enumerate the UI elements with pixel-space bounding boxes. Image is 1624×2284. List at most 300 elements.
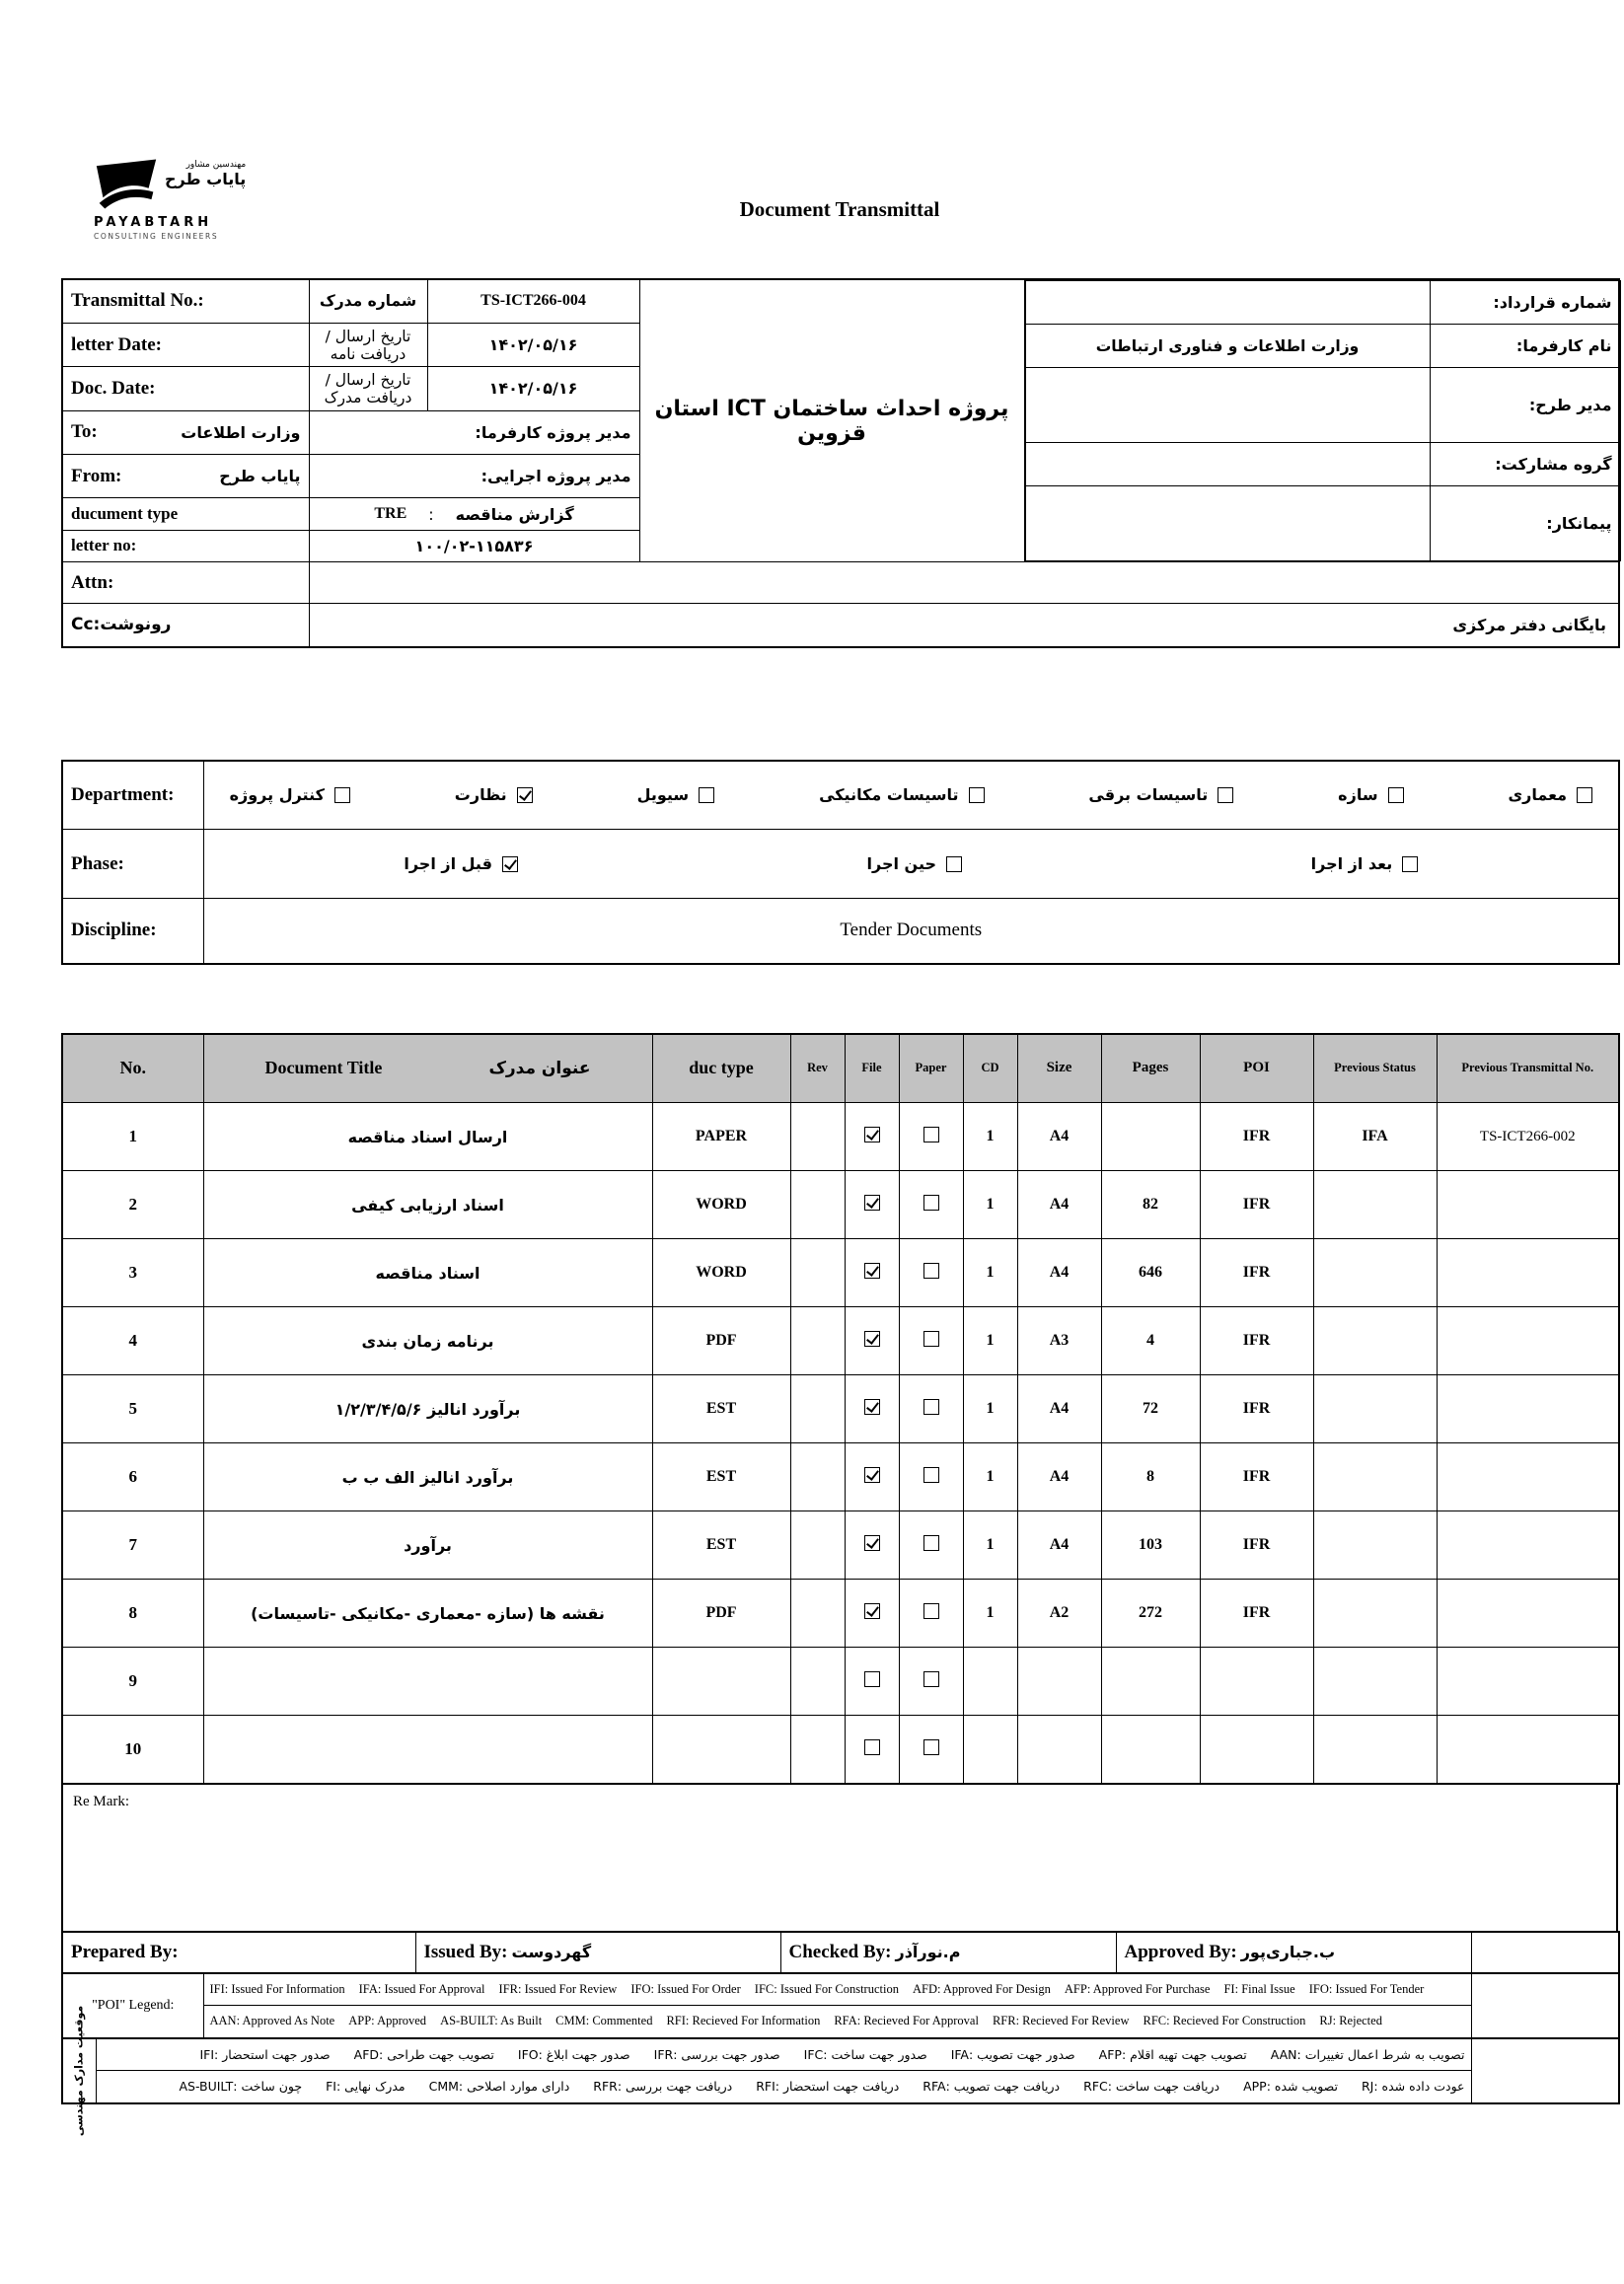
col-header-no: No. — [62, 1034, 203, 1103]
document-row — [62, 1239, 1619, 1307]
signatures-table — [61, 1931, 1620, 1974]
cell-no: 8 — [62, 1580, 203, 1648]
document-row — [62, 1171, 1619, 1239]
cell-paper — [899, 1375, 963, 1443]
contract-no-label: شماره قرارداد: — [1430, 281, 1620, 325]
project-title: پروژه احداث ساختمان ICT استان قزوین — [654, 396, 1009, 446]
cell-poi: IFR — [1200, 1171, 1313, 1239]
sheet — [61, 0, 1618, 2136]
cell-previous-transmittal — [1437, 1375, 1619, 1443]
document-row — [62, 1307, 1619, 1375]
project-title-cell — [639, 279, 1024, 562]
letter-date-label-cell — [62, 323, 309, 366]
cell-cd: 1 — [963, 1171, 1017, 1239]
department-option — [230, 785, 350, 804]
legend-item: AFD: Approved For Design — [912, 1981, 1051, 1996]
checked-by-label: Checked By: — [788, 1941, 892, 1962]
discipline-value: Tender Documents — [203, 899, 1619, 964]
to-value: وزارت اطلاعات — [181, 422, 301, 442]
transmittal-info-table — [61, 278, 1620, 648]
checked-by-value: م.نورآذر — [895, 1943, 961, 1961]
cell-no: 7 — [62, 1511, 203, 1580]
design-manager-value — [1025, 368, 1430, 443]
legend-item: RFA: Recieved For Approval — [834, 2014, 979, 2028]
poi-legend-row2-cell — [203, 2006, 1471, 2038]
department-option — [1088, 785, 1233, 804]
contract-info-table — [1025, 280, 1621, 561]
file-checkbox — [864, 1535, 880, 1551]
cell-rev — [790, 1239, 845, 1307]
fa-legend-side-cell — [62, 2005, 96, 2136]
cell-rev — [790, 1648, 845, 1716]
cell-file — [845, 1716, 899, 1784]
transmittal-no-label: Transmittal No.: — [71, 290, 204, 312]
fa-legend-extra-cell — [1471, 2038, 1619, 2103]
cell-cd: 1 — [963, 1239, 1017, 1307]
cell-rev — [790, 1171, 845, 1239]
cell-duc-type: PAPER — [652, 1103, 790, 1171]
cell-poi: IFR — [1200, 1580, 1313, 1648]
col-header-paper: Paper — [899, 1034, 963, 1103]
paper-checkbox — [923, 1739, 939, 1755]
cell-poi: IFR — [1200, 1103, 1313, 1171]
department-options — [212, 785, 1611, 804]
cell-previous-transmittal — [1437, 1580, 1619, 1648]
logo-subtitle: CONSULTING ENGINEERS — [94, 232, 219, 241]
to-cell — [62, 410, 309, 454]
cell-poi: IFR — [1200, 1239, 1313, 1307]
department-checkbox — [699, 787, 714, 803]
cell-size: A4 — [1017, 1239, 1101, 1307]
cell-cd: 1 — [963, 1443, 1017, 1511]
cc-value: بایگانی دفتر مرکزی — [309, 604, 1619, 647]
legend-item-fa: دریافت جهت استحضار :RFI — [756, 2079, 900, 2095]
cell-poi: IFR — [1200, 1511, 1313, 1580]
cell-rev — [790, 1443, 845, 1511]
cell-duc-type: EST — [652, 1443, 790, 1511]
fa-legend-row2 — [103, 2079, 1465, 2094]
cell-pages: 72 — [1101, 1375, 1200, 1443]
cell-file — [845, 1307, 899, 1375]
cell-duc-type — [652, 1648, 790, 1716]
cell-no: 10 — [62, 1716, 203, 1784]
cell-size: A4 — [1017, 1171, 1101, 1239]
fa-legend-row2-cell — [96, 2071, 1471, 2103]
cell-rev — [790, 1103, 845, 1171]
file-checkbox — [864, 1399, 880, 1415]
department-label: Department: — [71, 783, 175, 805]
document-type-label: ducument type — [71, 504, 179, 524]
legend-item: RFR: Recieved For Review — [992, 2014, 1130, 2028]
legend-item: IFI: Issued For Information — [209, 1981, 345, 1996]
col-header-title-fa: عنوان مدرک — [488, 1058, 591, 1078]
cell-previous-status — [1313, 1307, 1437, 1375]
cell-no: 3 — [62, 1239, 203, 1307]
cell-duc-type: PDF — [652, 1307, 790, 1375]
department-option-label: تاسیسات برقی — [1088, 785, 1209, 805]
signature-extra-cell — [1471, 1932, 1619, 1973]
cell-size — [1017, 1716, 1101, 1784]
phase-option-label: قبل از اجرا — [404, 854, 492, 873]
legend-item: IFC: Issued For Construction — [754, 1981, 899, 1996]
transmittal-no-label-cell — [62, 279, 309, 323]
phase-option — [1311, 854, 1419, 873]
letter-no-label: letter no: — [71, 536, 137, 555]
cell-file — [845, 1103, 899, 1171]
discipline-label: Discipline: — [71, 920, 157, 941]
design-manager-label: مدیر طرح: — [1430, 368, 1620, 443]
cell-title: برآورد انالیز ۱/۲/۳/۴/۵/۶ — [203, 1375, 652, 1443]
letter-no-label-cell — [62, 530, 309, 561]
phase-option — [867, 854, 962, 873]
letter-date-label: letter Date: — [71, 333, 162, 355]
classification-table — [61, 760, 1620, 965]
cell-previous-status — [1313, 1511, 1437, 1580]
cell-previous-transmittal — [1437, 1443, 1619, 1511]
col-header-poi: POI — [1200, 1034, 1313, 1103]
phase-checkbox — [1402, 856, 1418, 872]
document-row — [62, 1580, 1619, 1648]
attn-label-cell — [62, 562, 309, 604]
checked-by-cell — [780, 1932, 1116, 1973]
document-rows — [62, 1103, 1619, 1784]
remark-box — [61, 1785, 1618, 1933]
col-header-duc-type: duc type — [652, 1034, 790, 1103]
letter-date-fa-label: تاریخ ارسال /دریافت نامه — [309, 323, 427, 366]
department-checkbox — [517, 787, 533, 803]
cell-duc-type — [652, 1716, 790, 1784]
cell-size: A2 — [1017, 1580, 1101, 1648]
page-header — [61, 0, 1618, 257]
cell-duc-type: EST — [652, 1511, 790, 1580]
document-type-code: TRE — [374, 505, 407, 523]
phase-options — [212, 854, 1611, 873]
phase-options-cell — [203, 830, 1619, 899]
legend-item: AS-BUILT: As Built — [440, 2014, 543, 2028]
fa-legend-row1 — [103, 2047, 1465, 2062]
department-option-label: کنترل پروژه — [229, 785, 325, 805]
col-header-file: File — [845, 1034, 899, 1103]
file-checkbox — [864, 1331, 880, 1347]
paper-checkbox — [923, 1263, 939, 1279]
issued-by-value: گهردوست — [511, 1943, 592, 1961]
cell-previous-status — [1313, 1443, 1437, 1511]
legend-item-fa: دریافت جهت ساخت :RFC — [1083, 2079, 1220, 2095]
cell-pages — [1101, 1716, 1200, 1784]
from-label: From: — [71, 465, 122, 486]
cell-size: A3 — [1017, 1307, 1101, 1375]
cc-label: Cc:رونوشت — [71, 615, 172, 635]
department-checkbox — [1218, 787, 1233, 803]
cell-size: A4 — [1017, 1511, 1101, 1580]
client-pm-label: مدیر پروژه کارفرما: — [309, 410, 639, 454]
cell-no: 1 — [62, 1103, 203, 1171]
poi-legend-row2 — [210, 2014, 1465, 2028]
legend-item: CMM: Commented — [555, 2014, 653, 2028]
legend-item: FI: Final Issue — [1223, 1981, 1295, 1996]
cell-no: 4 — [62, 1307, 203, 1375]
cell-title: برآورد انالیز الف ب ب — [203, 1443, 652, 1511]
cell-duc-type: PDF — [652, 1580, 790, 1648]
legend-item: RJ: Rejected — [1319, 2014, 1382, 2028]
cell-size: A4 — [1017, 1443, 1101, 1511]
cell-previous-transmittal — [1437, 1648, 1619, 1716]
cell-poi: IFR — [1200, 1307, 1313, 1375]
file-checkbox — [864, 1195, 880, 1211]
cell-file — [845, 1443, 899, 1511]
department-options-cell — [203, 761, 1619, 830]
client-value: وزارت اطلاعات و فناوری ارتباطات — [1025, 325, 1430, 368]
poi-legend-extra-cell — [1471, 1973, 1619, 2038]
legend-item: RFC: Recieved For Construction — [1143, 2014, 1306, 2028]
fa-legend-side-label: موقعیت مدارک مهندسی — [72, 2005, 86, 2136]
cell-previous-transmittal — [1437, 1716, 1619, 1784]
legend-item-fa: عودت داده شده :RJ — [1362, 2079, 1465, 2095]
department-option — [1508, 785, 1592, 804]
legend-item: IFR: Issued For Review — [498, 1981, 618, 1996]
legend-item: APP: Approved — [348, 2014, 427, 2028]
document-type-separator: : — [428, 504, 434, 524]
jv-group-label: گروه مشارکت: — [1430, 443, 1620, 486]
doc-date-fa-label: تاریخ ارسال /دریافت مدرک — [309, 367, 427, 410]
cell-previous-status: IFA — [1313, 1103, 1437, 1171]
cell-previous-transmittal — [1437, 1171, 1619, 1239]
cell-pages — [1101, 1103, 1200, 1171]
cell-no: 2 — [62, 1171, 203, 1239]
department-label-cell — [62, 761, 203, 830]
cell-previous-transmittal — [1437, 1239, 1619, 1307]
cell-cd: 1 — [963, 1511, 1017, 1580]
issued-by-label: Issued By: — [423, 1941, 508, 1962]
cell-pages: 646 — [1101, 1239, 1200, 1307]
cell-title — [203, 1648, 652, 1716]
prepared-by-cell — [62, 1932, 415, 1973]
cell-file — [845, 1239, 899, 1307]
phase-option — [404, 854, 518, 873]
legend-item-fa: مدرک نهایی :FI — [326, 2079, 406, 2095]
cell-no: 9 — [62, 1648, 203, 1716]
file-checkbox — [864, 1263, 880, 1279]
poi-legend-table — [61, 1972, 1620, 2039]
paper-checkbox — [923, 1467, 939, 1483]
cell-size: A4 — [1017, 1103, 1101, 1171]
cell-pages — [1101, 1648, 1200, 1716]
legend-item: AFP: Approved For Purchase — [1064, 1981, 1211, 1996]
jv-group-value — [1025, 443, 1430, 486]
cell-previous-transmittal — [1437, 1511, 1619, 1580]
phase-checkbox — [946, 856, 962, 872]
cell-cd — [963, 1648, 1017, 1716]
legend-item-fa: تصویب به شرط اعمال تغییرات :AAN — [1270, 2046, 1465, 2062]
department-option-label: سیویل — [636, 785, 690, 805]
department-option — [1338, 785, 1403, 804]
legend-item-fa: تصویب جهت طراحی :AFD — [353, 2046, 494, 2062]
cell-file — [845, 1171, 899, 1239]
cell-title: نقشه ها (سازه -معماری -مکانیکی -تاسیسات) — [203, 1580, 652, 1648]
attn-label: Attn: — [71, 571, 114, 593]
cell-poi — [1200, 1716, 1313, 1784]
department-checkbox — [1388, 787, 1404, 803]
cell-title: برنامه زمان بندی — [203, 1307, 652, 1375]
client-label: نام کارفرما: — [1430, 325, 1620, 368]
cell-title: ارسال اسناد مناقصه — [203, 1103, 652, 1171]
col-header-pages: Pages — [1101, 1034, 1200, 1103]
phase-label-cell — [62, 830, 203, 899]
cell-paper — [899, 1716, 963, 1784]
legend-item-fa: صدور جهت ساخت :IFC — [803, 2046, 927, 2062]
legend-item-fa: دریافت جهت تصویب :RFA — [923, 2079, 1061, 2095]
paper-checkbox — [923, 1603, 939, 1619]
cell-pages: 103 — [1101, 1511, 1200, 1580]
col-header-previous-status: Previous Status — [1313, 1034, 1437, 1103]
legend-item-fa: صدور جهت استحضار :IFI — [199, 2046, 331, 2062]
cell-previous-transmittal — [1437, 1307, 1619, 1375]
document-type-fa-value: گزارش مناقصه — [455, 504, 574, 524]
department-option-label: سازه — [1338, 785, 1378, 805]
cell-previous-status — [1313, 1375, 1437, 1443]
cell-title: اسناد ارزیابی کیفی — [203, 1171, 652, 1239]
document-title: Document Transmittal — [739, 197, 940, 221]
legend-item-fa: صدور جهت ابلاغ :IFO — [517, 2046, 630, 2062]
poi-legend-row1-cell — [203, 1973, 1471, 2006]
cell-paper — [899, 1171, 963, 1239]
phase-option-label: حین اجرا — [866, 854, 937, 873]
approved-by-label: Approved By: — [1124, 1941, 1237, 1962]
prepared-by-label: Prepared By: — [71, 1941, 179, 1962]
cell-pages: 272 — [1101, 1580, 1200, 1648]
phase-option-label: بعد از اجرا — [1310, 854, 1393, 873]
cell-previous-status — [1313, 1716, 1437, 1784]
legend-item-fa: دارای موارد اصلاحی :CMM — [428, 2079, 570, 2095]
paper-checkbox — [923, 1399, 939, 1415]
cell-file — [845, 1511, 899, 1580]
legend-item-fa: تصویب جهت تهیه اقلام :AFP — [1098, 2046, 1247, 2062]
cc-label-cell — [62, 604, 309, 647]
paper-checkbox — [923, 1535, 939, 1551]
department-checkbox — [969, 787, 985, 803]
col-header-title-en: Document Title — [264, 1058, 383, 1078]
logo-company-name: PAYABTARH — [94, 215, 213, 230]
cell-file — [845, 1648, 899, 1716]
cell-size — [1017, 1648, 1101, 1716]
cell-paper — [899, 1511, 963, 1580]
cell-paper — [899, 1443, 963, 1511]
transmittal-no-fa-label: شماره مدرک — [309, 279, 427, 323]
cell-previous-status — [1313, 1580, 1437, 1648]
cell-rev — [790, 1375, 845, 1443]
to-label: To: — [71, 421, 98, 443]
cell-cd: 1 — [963, 1103, 1017, 1171]
cell-pages: 4 — [1101, 1307, 1200, 1375]
issued-by-cell — [415, 1932, 780, 1973]
contractor-label: پیمانکار: — [1430, 486, 1620, 561]
cell-duc-type: EST — [652, 1375, 790, 1443]
legend-item-fa: دریافت جهت بررسی :RFR — [593, 2079, 733, 2095]
cell-poi: IFR — [1200, 1443, 1313, 1511]
doc-date-label: Doc. Date: — [71, 377, 156, 399]
cell-duc-type: WORD — [652, 1239, 790, 1307]
cell-rev — [790, 1307, 845, 1375]
approved-by-value: ب.جباری‌پور — [1240, 1943, 1336, 1961]
document-row — [62, 1648, 1619, 1716]
col-header-previous-transmittal: Previous Transmittal No. — [1437, 1034, 1619, 1103]
department-option — [819, 785, 984, 804]
department-option-label: نظارت — [454, 785, 507, 805]
contract-no-value — [1025, 281, 1430, 325]
cell-cd: 1 — [963, 1307, 1017, 1375]
document-row — [62, 1443, 1619, 1511]
from-cell — [62, 455, 309, 498]
phase-checkbox — [502, 856, 518, 872]
cell-title: اسناد مناقصه — [203, 1239, 652, 1307]
remark-label: Re Mark: — [73, 1793, 130, 1809]
legend-item-fa: چون ساخت :AS-BUILT — [179, 2079, 303, 2095]
legend-item: IFA: Issued For Approval — [358, 1981, 485, 1996]
cell-no: 6 — [62, 1443, 203, 1511]
attn-value — [309, 562, 1619, 604]
discipline-label-cell — [62, 899, 203, 964]
department-option-label: معماری — [1508, 785, 1567, 805]
department-checkbox — [1577, 787, 1592, 803]
letter-no-value: ۱۰۰/۰۲-۱۱۵۸۳۶ — [309, 530, 639, 561]
cell-file — [845, 1580, 899, 1648]
col-header-cd: CD — [963, 1034, 1017, 1103]
phase-label: Phase: — [71, 852, 124, 874]
col-header-title — [203, 1034, 652, 1103]
poi-legend-row1 — [210, 1982, 1465, 1997]
cell-previous-status — [1313, 1239, 1437, 1307]
logo-fa-tagline: مهندسین مشاور — [185, 160, 247, 170]
cell-file — [845, 1375, 899, 1443]
document-list-table — [61, 1033, 1620, 1785]
poi-legend-label: "POI" Legend: — [62, 1973, 203, 2038]
contract-info-cell — [1024, 279, 1619, 562]
legend-item: AAN: Approved As Note — [209, 2014, 335, 2028]
paper-checkbox — [923, 1331, 939, 1347]
col-header-size: Size — [1017, 1034, 1101, 1103]
cell-title: برآورد — [203, 1511, 652, 1580]
cell-paper — [899, 1239, 963, 1307]
doc-date-label-cell — [62, 367, 309, 410]
department-option — [637, 785, 715, 804]
executive-pm-label: مدیر پروژه اجرایی: — [309, 455, 639, 498]
cell-pages: 8 — [1101, 1443, 1200, 1511]
cell-rev — [790, 1580, 845, 1648]
document-type-value-cell — [309, 498, 639, 530]
file-checkbox — [864, 1127, 880, 1142]
cell-rev — [790, 1716, 845, 1784]
file-checkbox — [864, 1671, 880, 1687]
cell-cd: 1 — [963, 1375, 1017, 1443]
department-checkbox — [334, 787, 350, 803]
paper-checkbox — [923, 1671, 939, 1687]
document-type-label-cell — [62, 498, 309, 530]
cell-cd — [963, 1716, 1017, 1784]
cell-paper — [899, 1307, 963, 1375]
file-checkbox — [864, 1467, 880, 1483]
cell-pages: 82 — [1101, 1171, 1200, 1239]
cell-paper — [899, 1648, 963, 1716]
legend-item-fa: صدور جهت بررسی :IFR — [653, 2046, 780, 2062]
legend-item-fa: تصویب شده :APP — [1243, 2079, 1338, 2095]
file-checkbox — [864, 1603, 880, 1619]
cell-previous-status — [1313, 1648, 1437, 1716]
transmittal-no-value: TS-ICT266-004 — [427, 279, 639, 323]
paper-checkbox — [923, 1195, 939, 1211]
document-row — [62, 1103, 1619, 1171]
document-row — [62, 1375, 1619, 1443]
paper-checkbox — [923, 1127, 939, 1142]
